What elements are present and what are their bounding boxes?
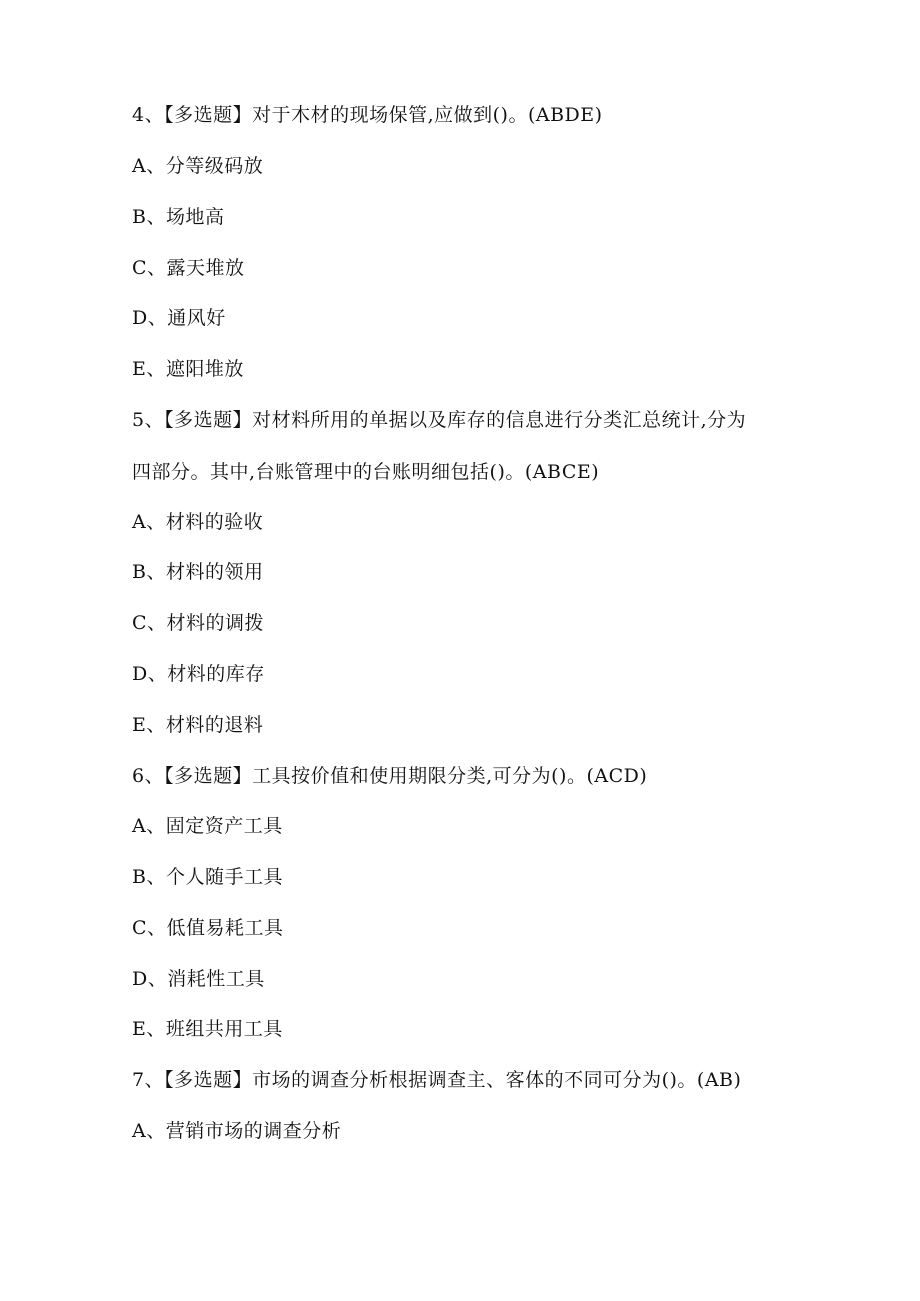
question-4-option-c: C、露天堆放 <box>132 257 245 279</box>
question-6-option-a: A、固定资产工具 <box>132 815 283 837</box>
question-6-stem: 6、【多选题】工具按价值和使用期限分类,可分为()。(ACD) <box>132 765 648 787</box>
question-5-option-d: D、材料的库存 <box>132 663 265 685</box>
question-5-option-c: C、材料的调拨 <box>132 612 265 634</box>
question-5-stem-line-2: 四部分。其中,台账管理中的台账明细包括()。(ABCE) <box>132 461 600 483</box>
question-5-option-b: B、材料的领用 <box>132 561 264 583</box>
question-5-stem-line-1: 5、【多选题】对材料所用的单据以及库存的信息进行分类汇总统计,分为 <box>132 409 747 431</box>
question-7-stem: 7、【多选题】市场的调查分析根据调查主、客体的不同可分为()。(AB) <box>132 1069 742 1091</box>
question-4-stem: 4、【多选题】对于木材的现场保管,应做到()。(ABDE) <box>132 104 603 126</box>
question-4-option-a: A、分等级码放 <box>132 155 264 177</box>
question-5-option-a: A、材料的验收 <box>132 511 264 533</box>
question-4-option-d: D、通风好 <box>132 307 226 329</box>
question-6-option-c: C、低值易耗工具 <box>132 917 284 939</box>
question-5-option-e: E、材料的退料 <box>132 714 264 736</box>
question-6-option-b: B、个人随手工具 <box>132 866 283 888</box>
question-4-option-e: E、遮阳堆放 <box>132 358 244 380</box>
question-6-option-d: D、消耗性工具 <box>132 968 265 990</box>
question-7-option-a: A、营销市场的调查分析 <box>132 1120 342 1142</box>
question-4-option-b: B、场地高 <box>132 206 225 228</box>
question-6-option-e: E、班组共用工具 <box>132 1018 283 1040</box>
